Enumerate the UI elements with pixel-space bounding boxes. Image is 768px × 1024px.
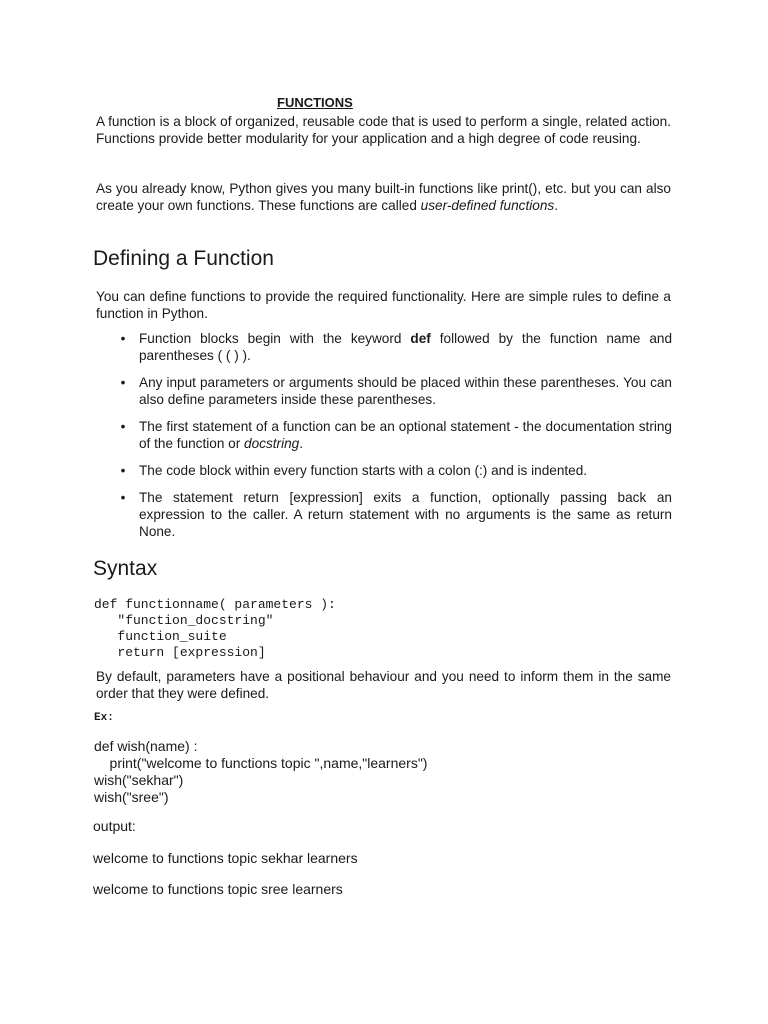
output-label: output: xyxy=(93,818,136,834)
bullet-symbol: • xyxy=(120,463,126,478)
syntax-note: By default, parameters have a positional behaviour and you need to inform them in the same order that they were defined. xyxy=(96,669,671,701)
bullet-text: Any input parameters or arguments should be placed within these parentheses. You can also define parameters inside these parentheses. xyxy=(139,375,672,407)
rules-list xyxy=(117,330,672,550)
output-line-1: welcome to functions topic sekhar learners xyxy=(93,850,358,866)
list-item xyxy=(117,330,672,364)
syntax-heading: Syntax xyxy=(93,557,158,580)
intro-paragraph-1: A function is a block of organized, reusable code that is used to perform a single, related action. Functions provide better modularity for your application and a high degree of code reusing. xyxy=(96,114,671,146)
defining-intro: You can define functions to provide the required functionality. Here are simple rules to define a function in Python. xyxy=(96,289,671,321)
user-defined-functions-term: user-defined functions xyxy=(420,198,555,213)
example-label: Ex: xyxy=(94,712,114,724)
intro-paragraph-2-text: As you already know, Python gives you many built-in functions like print(), etc. but you can also create your own functions. These functions are called xyxy=(96,181,671,213)
bullet-text-end: followed by the function name and parentheses ( ( ) ). xyxy=(139,331,672,363)
bullet-symbol: • xyxy=(120,419,126,434)
bullet-symbol: • xyxy=(120,490,126,505)
intro-paragraph-2-end: . xyxy=(554,198,558,213)
bullet-text: The code block within every function starts with a colon (:) and is indented. xyxy=(139,463,588,478)
defining-heading: Defining a Function xyxy=(93,247,274,270)
bullet-symbol: • xyxy=(120,331,126,346)
list-item xyxy=(117,374,672,408)
list-item xyxy=(117,418,672,452)
list-item xyxy=(117,462,672,479)
bullet-text: The statement return [expression] exits a function, optionally passing back an expression to the caller. A return statement with no arguments is the same as return None. xyxy=(139,490,672,539)
intro-paragraph-2 xyxy=(96,180,671,214)
page-title: FUNCTIONS xyxy=(277,95,353,110)
bullet-text-end: . xyxy=(299,436,303,451)
example-code-block: def wish(name) : print("welcome to functions topic ",name,"learners") wish("sekhar") wish("sree") xyxy=(94,738,428,805)
output-line-2: welcome to functions topic sree learners xyxy=(93,881,343,897)
bullet-symbol: • xyxy=(120,375,126,390)
syntax-code-block: def functionname( parameters ): "function_docstring" function_suite return [expression] xyxy=(94,597,336,660)
list-item xyxy=(117,489,672,540)
def-keyword: def xyxy=(410,331,431,346)
bullet-text: Function blocks begin with the keyword xyxy=(139,331,411,346)
bullet-text: The first statement of a function can be an optional statement - the documentation string of the function or xyxy=(139,419,672,451)
docstring-term: docstring xyxy=(244,436,300,451)
